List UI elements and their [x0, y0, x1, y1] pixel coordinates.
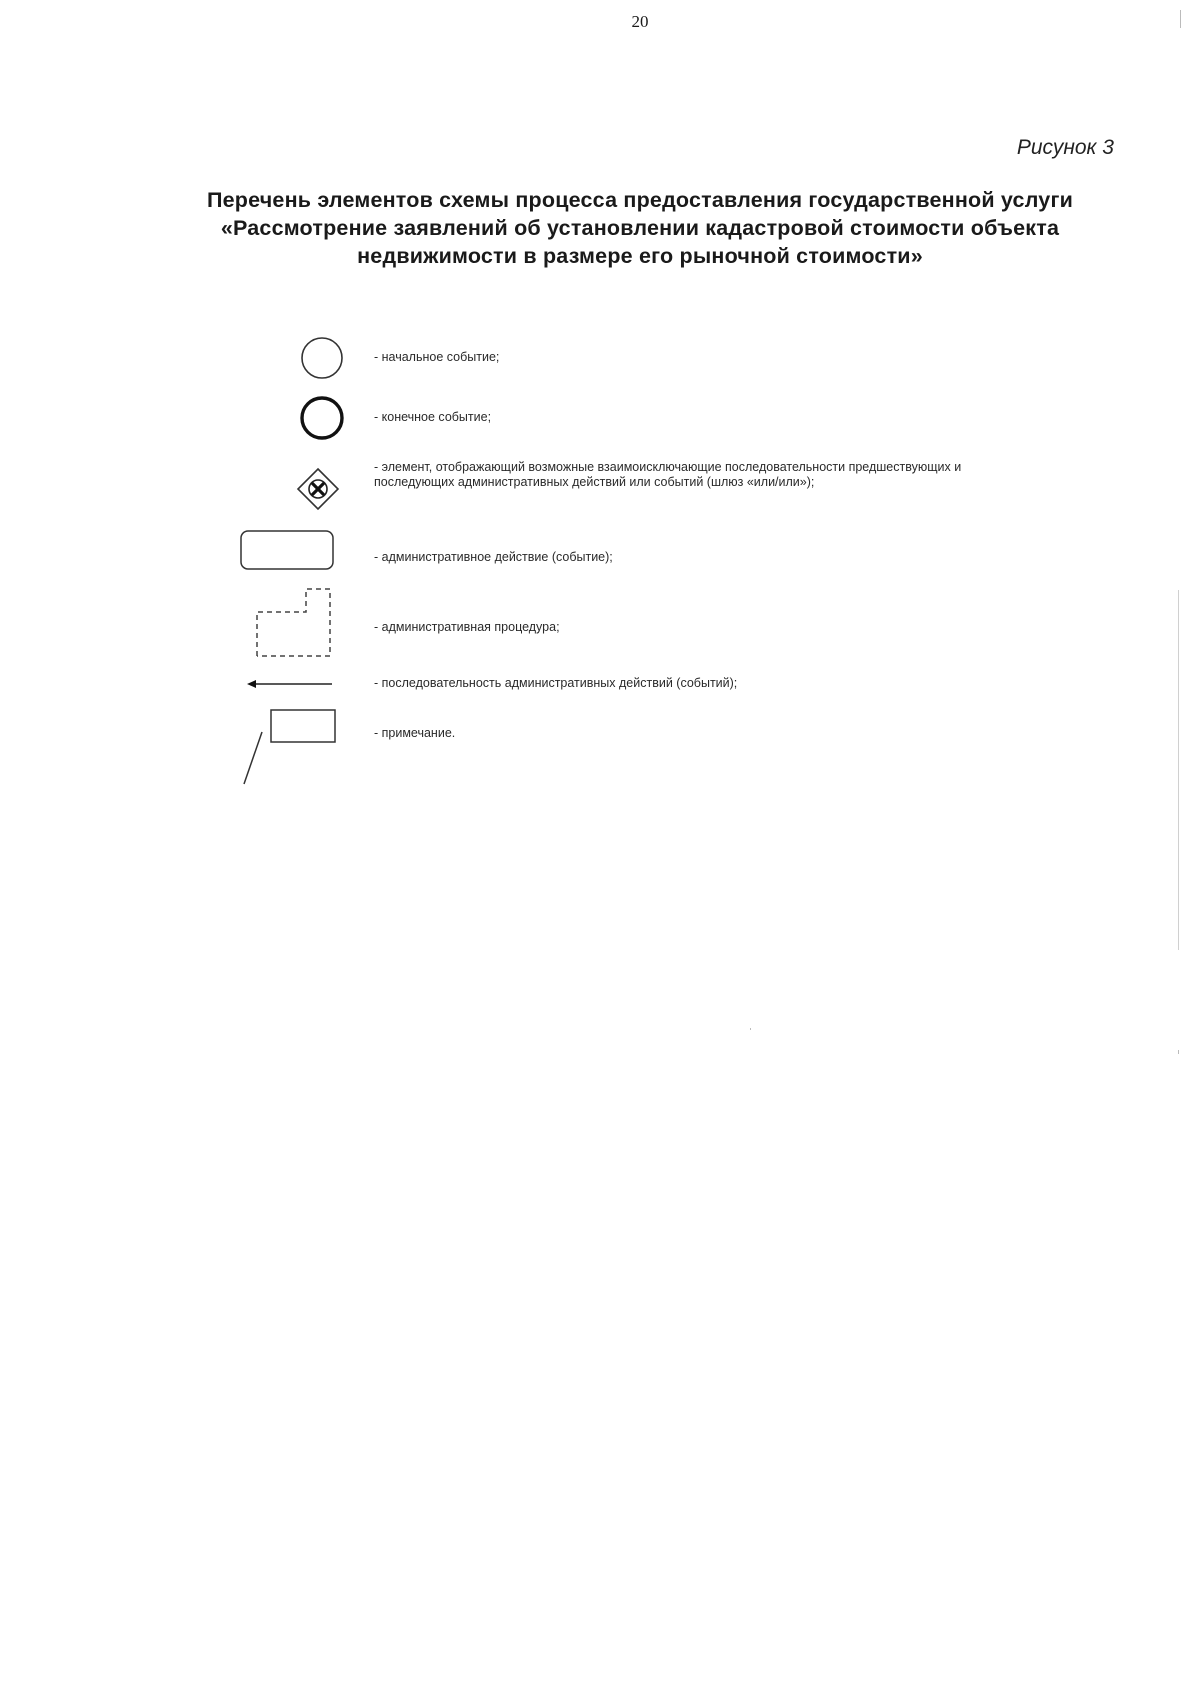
- page-number: 20: [631, 12, 649, 31]
- legend-text-sequence: - последовательность административных действий (событий);: [374, 676, 738, 690]
- arrow-left-icon: [246, 674, 336, 694]
- document-title: Перечень элементов схемы процесса предоставления государственной услуги «Рассмотрение заявлений об установлении кадастровой стоимости объекта недвижимости в размере его рыночной стоимости»: [206, 188, 1074, 268]
- legend-text-end-event: - конечное событие;: [374, 410, 492, 424]
- legend-text-admin-action: - административное действие (событие);: [374, 550, 613, 564]
- scan-edge-mark: [1178, 1050, 1179, 1054]
- start-event-circle-icon: [298, 334, 346, 382]
- legend-text-start-event: - начальное событие;: [374, 350, 500, 364]
- dashed-procedure-icon: [256, 588, 338, 658]
- scan-edge-mark: [1180, 10, 1181, 28]
- legend-text-gateway: - элемент, отображающий возможные взаимоисключающие последовательности предшествующих и последующих административных действий или событий (шлюз «или/или»);: [374, 460, 962, 489]
- legend-text-admin-procedure: - административная процедура;: [374, 620, 560, 634]
- exclusive-gateway-icon: [296, 467, 340, 511]
- annotation-icon: [240, 708, 350, 788]
- end-event-circle-icon: [298, 394, 346, 442]
- rounded-rectangle-icon: [240, 530, 336, 572]
- scan-edge-mark: [1178, 590, 1179, 950]
- legend-text-annotation: - примечание.: [374, 726, 456, 740]
- figure-label: Рисунок 3: [1016, 136, 1114, 159]
- scan-edge-mark: [750, 1028, 751, 1030]
